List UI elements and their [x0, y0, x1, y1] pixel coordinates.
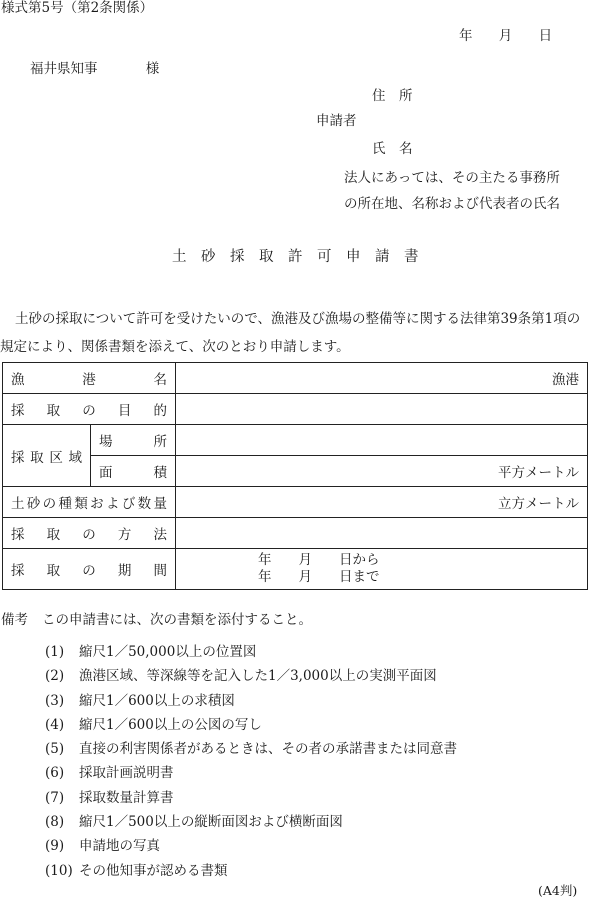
row-soil	[3, 487, 588, 518]
area-label: 採取区域	[3, 425, 91, 487]
port-name-field[interactable]: 漁港	[176, 363, 588, 394]
port-name-label: 漁港名	[3, 363, 176, 394]
remarks-intro: この申請書には、次の書類を添付すること。	[42, 612, 312, 628]
document-title: 土砂採取許可申請書	[172, 249, 433, 265]
row-purpose	[3, 394, 588, 425]
addressee: 福井県知事 様	[30, 61, 160, 77]
address-label: 住 所	[372, 88, 413, 104]
place-label: 場所	[91, 425, 176, 456]
soil-type-label: 土砂の種類および数量	[3, 487, 176, 518]
period-from: 年 月 日から	[258, 552, 380, 568]
date-line: 年 月 日	[459, 28, 553, 44]
size-field[interactable]: 平方メートル	[176, 456, 588, 487]
place-field[interactable]	[176, 425, 588, 456]
row-port-name	[3, 363, 588, 394]
purpose-field[interactable]	[176, 394, 588, 425]
body-paragraph: 土砂の採取について許可を受けたいので、漁港及び漁場の整備等に関する法律第39条第1項の規定により、関係書類を添えて、次のとおり申請します。	[0, 311, 581, 355]
name-label: 氏 名	[372, 141, 413, 157]
list-item: (10) その他知事が認める書類	[45, 862, 228, 879]
method-label: 採取の方法	[3, 518, 176, 549]
list-item: (4) 縮尺1／600以上の公図の写し	[45, 716, 262, 733]
remarks-label: 備考	[1, 612, 28, 628]
list-item: (3) 縮尺1／600以上の求積図	[45, 692, 235, 709]
period-label: 採取の期間	[3, 549, 176, 590]
soil-field[interactable]: 立方メートル	[176, 487, 588, 518]
list-item: (8) 縮尺1／500以上の縦断面図および横断面図	[45, 814, 343, 831]
list-item: (9) 申請地の写真	[45, 838, 160, 855]
period-field[interactable]	[176, 549, 588, 590]
row-method	[3, 518, 588, 549]
paper-size-note: (A4判)	[538, 883, 578, 898]
row-place	[3, 425, 588, 456]
purpose-label: 採取の目的	[3, 394, 176, 425]
attachment-list	[45, 640, 457, 883]
corp-note-line1: 法人にあっては、その主たる事務所	[344, 170, 560, 186]
applicant-label: 申請者	[316, 113, 357, 129]
row-size	[3, 456, 588, 487]
list-item: (1) 縮尺1／50,000以上の位置図	[45, 644, 257, 660]
list-item: (2) 漁港区域、等深線等を記入した1／3,000以上の実測平面図	[45, 668, 437, 685]
form-number: 様式第5号（第2条関係）	[1, 0, 154, 16]
application-table	[2, 362, 588, 590]
period-to: 年 月 日まで	[258, 569, 380, 585]
list-item: (7) 採取数量計算書	[45, 789, 174, 806]
remarks-header	[1, 614, 312, 628]
corp-note-line2: の所在地、名称および代表者の氏名	[344, 196, 560, 212]
size-label: 面積	[91, 456, 176, 487]
list-item: (6) 採取計画説明書	[45, 765, 174, 782]
method-field[interactable]	[176, 518, 588, 549]
list-item: (5) 直接の利害関係者があるときは、その者の承諾書または同意書	[45, 741, 457, 758]
row-period	[3, 549, 588, 590]
